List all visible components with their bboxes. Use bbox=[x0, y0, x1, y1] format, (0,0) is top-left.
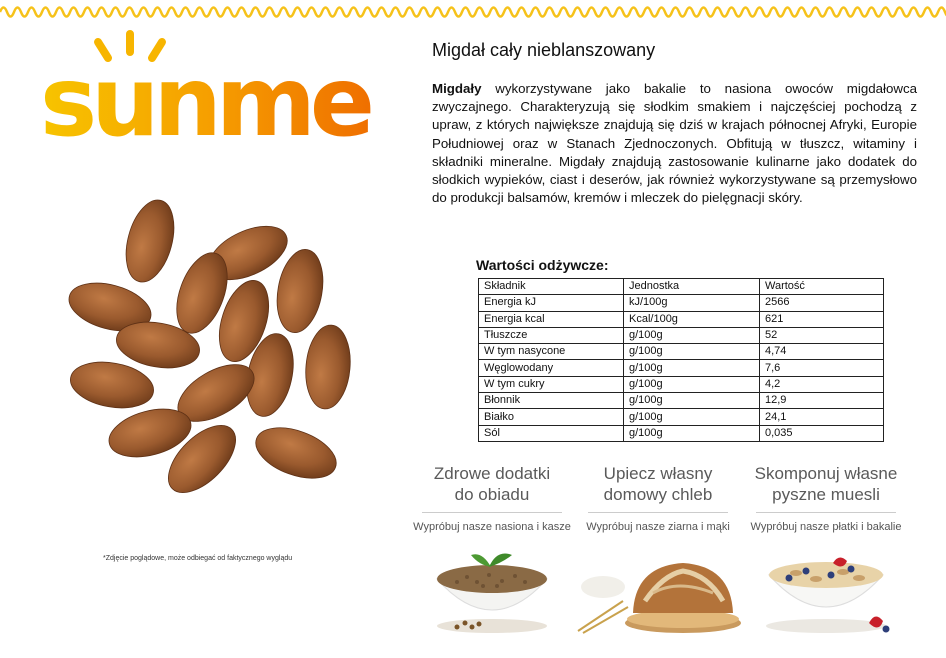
almonds-image bbox=[58, 195, 358, 495]
promo-side-dishes bbox=[402, 463, 582, 636]
promo-subtitle: Wypróbuj nasze ziarna i mąki bbox=[586, 521, 730, 533]
table-row bbox=[479, 376, 884, 392]
table-header-row bbox=[479, 279, 884, 295]
almond bbox=[271, 246, 329, 336]
table-cell: g/100g bbox=[624, 425, 760, 441]
promo-heading-line2: domowy chleb bbox=[603, 485, 713, 504]
product-description bbox=[432, 80, 917, 207]
table-row bbox=[479, 393, 884, 409]
table-cell: g/100g bbox=[624, 393, 760, 409]
table-cell: 621 bbox=[760, 311, 884, 327]
table-row bbox=[479, 327, 884, 343]
muesli-bowl-image bbox=[751, 541, 901, 636]
promo-heading-line1: Zdrowe dodatki bbox=[433, 464, 551, 483]
promo-divider bbox=[756, 512, 896, 513]
table-cell: g/100g bbox=[624, 327, 760, 343]
wavy-border bbox=[0, 0, 946, 24]
table-cell: W tym cukry bbox=[479, 376, 624, 392]
promo-heading-line1: Skomponuj własne bbox=[754, 464, 898, 483]
promo-heading-line2: do obiadu bbox=[454, 485, 530, 504]
desc-text: wykorzystywane jako bakalie to nasiona owoców migdałowca zwyczajnego. Charakteryzują się słodkim smakiem i najczęściej pochodzą z upraw, z których największe znajdują się dziś w krajach północnej Afryki, Europie Południowej oraz w Stanach Zjednoczonych. Obfitują w tłuszcz, witaminy i składniki mineralne. Migdały znajdują zastosowanie kulinarne jako dodatek do słodkich wypieków, ciast i deserów, jak również wykorzystywane są przemysłowo do produkcji balsamów, kremów i mleczek do pielęgnacji skóry. bbox=[432, 81, 917, 206]
table-cell: g/100g bbox=[624, 409, 760, 425]
promo-heading-line1: Upiecz własny bbox=[603, 464, 713, 483]
table-cell: Sól bbox=[479, 425, 624, 441]
table-cell: g/100g bbox=[624, 360, 760, 376]
table-cell: 4,2 bbox=[760, 376, 884, 392]
table-row bbox=[479, 311, 884, 327]
table-cell: 52 bbox=[760, 327, 884, 343]
nutrition-table bbox=[478, 278, 884, 442]
table-row bbox=[479, 360, 884, 376]
table-row bbox=[479, 344, 884, 360]
table-row bbox=[479, 425, 884, 441]
table-cell: g/100g bbox=[624, 344, 760, 360]
promo-divider bbox=[422, 512, 562, 513]
table-cell: 2566 bbox=[760, 295, 884, 311]
disclaimer-text: *Zdjęcie poglądowe, może odbiegać od faktycznego wyglądu bbox=[103, 555, 293, 562]
table-cell: Energia kcal bbox=[479, 311, 624, 327]
table-row bbox=[479, 295, 884, 311]
table-cell: Kcal/100g bbox=[624, 311, 760, 327]
table-cell: 4,74 bbox=[760, 344, 884, 360]
nutrition-title: Wartości odżywcze: bbox=[476, 257, 609, 273]
table-cell: Energia kJ bbox=[479, 295, 624, 311]
table-cell: Białko bbox=[479, 409, 624, 425]
table-row bbox=[479, 409, 884, 425]
promo-bread bbox=[568, 463, 748, 636]
table-cell: W tym nasycone bbox=[479, 344, 624, 360]
almond bbox=[67, 356, 157, 414]
table-cell: Błonnik bbox=[479, 393, 624, 409]
promo-subtitle: Wypróbuj nasze nasiona i kasze bbox=[413, 521, 571, 533]
header-cell: Wartość bbox=[760, 279, 884, 295]
sunme-logo bbox=[40, 30, 380, 150]
table-cell: Węglowodany bbox=[479, 360, 624, 376]
table-cell: g/100g bbox=[624, 376, 760, 392]
almond bbox=[249, 418, 343, 488]
table-cell: 7,6 bbox=[760, 360, 884, 376]
svg-text:sunme: sunme bbox=[40, 46, 369, 150]
promo-muesli bbox=[736, 463, 916, 636]
promo-subtitle: Wypróbuj nasze płatki i bakalie bbox=[750, 521, 902, 533]
almond bbox=[118, 195, 182, 287]
header-cell: Składnik bbox=[479, 279, 624, 295]
promo-heading-line2: pyszne muesli bbox=[772, 485, 880, 504]
bread-image bbox=[573, 541, 743, 636]
table-cell: Tłuszcze bbox=[479, 327, 624, 343]
promo-divider bbox=[588, 512, 728, 513]
desc-bold: Migdały bbox=[432, 81, 482, 96]
almond bbox=[302, 323, 353, 411]
product-title: Migdał cały nieblanszowany bbox=[432, 40, 656, 60]
table-cell: 24,1 bbox=[760, 409, 884, 425]
table-cell: 12,9 bbox=[760, 393, 884, 409]
table-cell: 0,035 bbox=[760, 425, 884, 441]
groats-bowl-image bbox=[427, 541, 557, 636]
header-cell: Jednostka bbox=[624, 279, 760, 295]
table-cell: kJ/100g bbox=[624, 295, 760, 311]
